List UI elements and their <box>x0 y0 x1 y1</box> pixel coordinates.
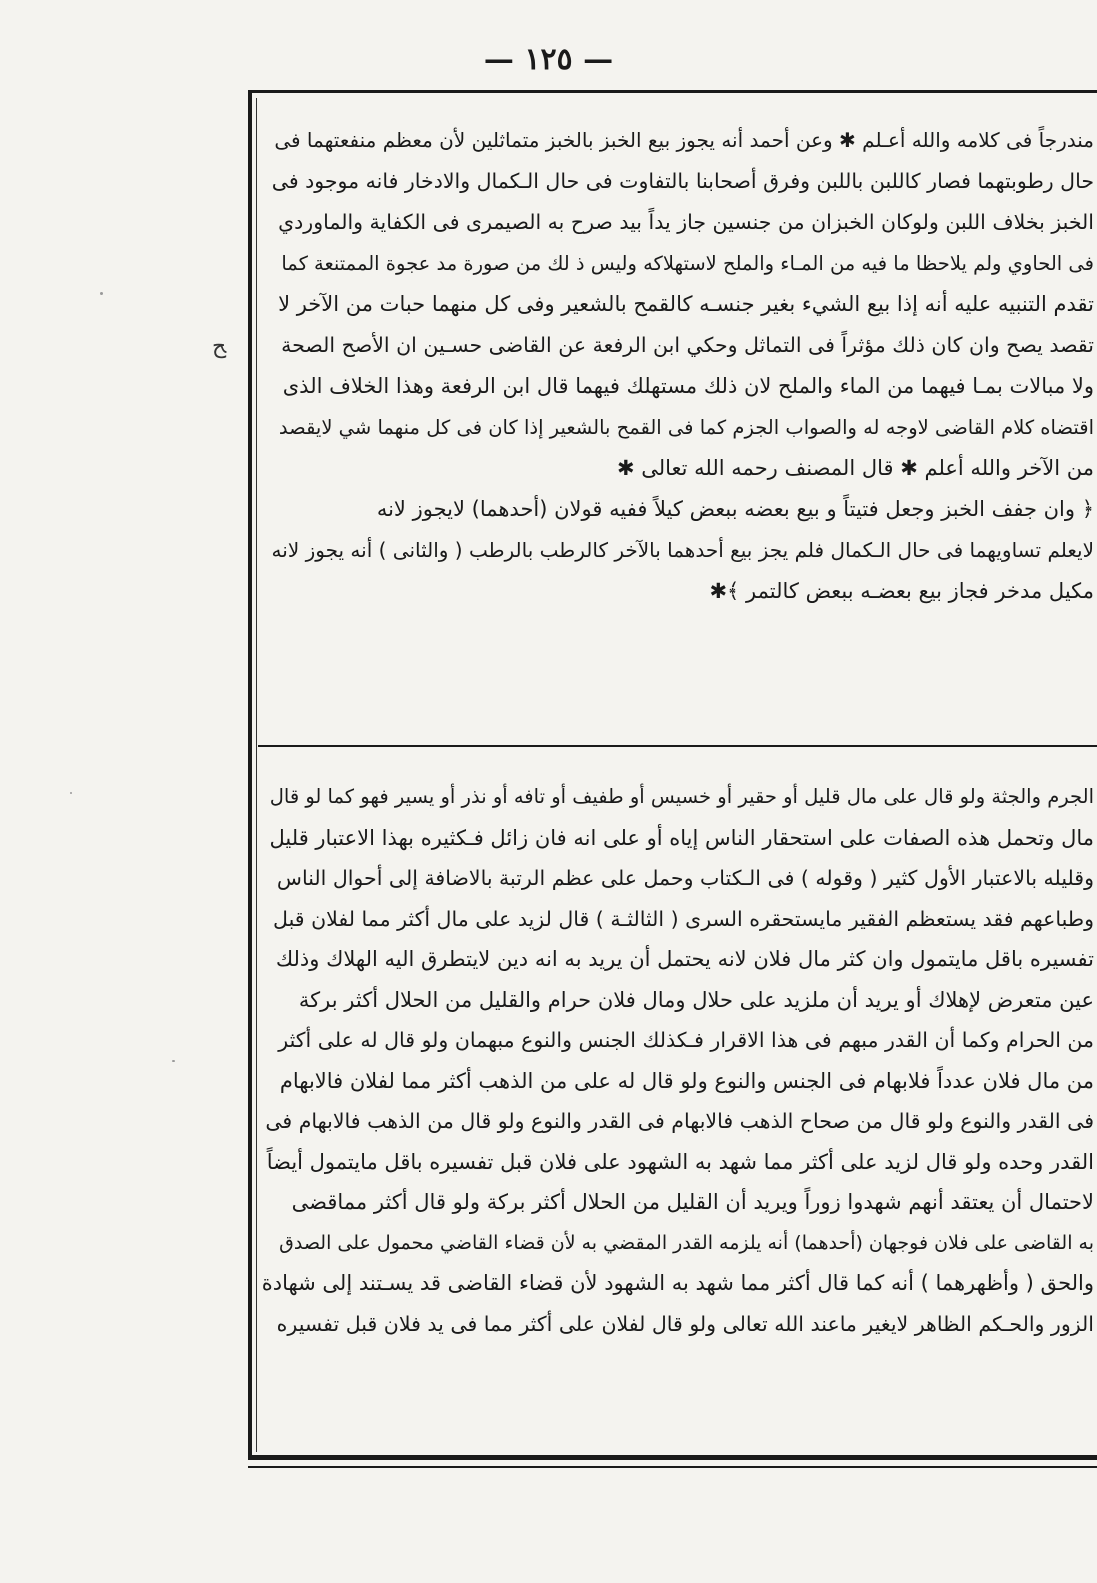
paper-speck <box>70 792 72 794</box>
text-line: الزور والحـكم الظاهر لايغير ماعند الله تعالى ولو قال لفلان على أكثر مما فى يد فلان قبل تفسيره <box>276 1311 1094 1336</box>
section-divider <box>258 745 1097 747</box>
paper-speck <box>100 292 103 295</box>
text-line: وطباعهم فقد يستعظم الفقير مايستحقره السرى ( الثالثـة ) قال لزيد على مال أكثر مما لفلان قبل <box>273 906 1094 931</box>
text-line: القدر وحده ولو قال لزيد على أكثر مما شهد به الشهود على فلان قبل تفسيره باقل مايتمول أيضاً <box>266 1149 1094 1174</box>
text-line: والحق ( وأظهرهما ) أنه كما قال أكثر مما شهد به الشهود لأن قضاء القاضى قد يسـتند إلى شهادة <box>262 1271 1094 1295</box>
commentary-text <box>262 777 1094 1344</box>
text-line: لاحتمال أن يعتقد أنهم شهدوا زوراً ويريد أن القليل من الحلال أكثر بركة ولو قال أكثر مماقضى <box>291 1190 1094 1214</box>
text-line: به القاضى على فلان فوجهان (أحدهما) أنه يلزمه القدر المقضي به لأن قضاء القاضي محمول على الصدق <box>279 1231 1094 1254</box>
text-line: وقليله بالاعتبار الأول كثير ( وقوله ) فى الـكتاب وحمل على عظم الرتبة بالاضافة إلى أحوال الناس <box>276 866 1094 890</box>
text-line: تقصد يصح وان كان ذلك مؤثراً فى التماثل وحكي ابن الرفعة عن القاضى حسـين ان الأصح الصحة <box>281 333 1094 357</box>
text-line: مندرجاً فى كلامه والله أعـلم ✱ وعن أحمد أنه يجوز بيع الخبز بالخبز متماثلين لأن معظم منفعتهما فى <box>274 128 1094 152</box>
page-frame-bottom-rule <box>248 1466 1097 1468</box>
text-line: حال رطوبتهما فصار كاللبن باللبن وفرق أصحابنا بالتفاوت فى حال الـكمال والادخار فانه موجود فى <box>271 169 1094 193</box>
text-line: لايعلم تساويهما فى حال الـكمال فلم يجز بيع أحدهما بالآخر كالرطب بالرطب ( والثانى ) أنه يجوز لانه <box>271 538 1094 562</box>
text-line: الجرم والجثة ولو قال على مال قليل أو حقير أو خسيس أو طفيف أو تافه أو نذر أو يسير فهو كما لو قال <box>269 785 1094 808</box>
main-text <box>262 120 1094 612</box>
text-line: من مال فلان عدداً فلابهام فى الجنس والنوع ولو قال له على من الذهب أكثر مما لفلان فالابهام <box>279 1068 1094 1093</box>
page-number: — ١٢٥ — <box>483 42 614 77</box>
text-line: عين متعرض لإهلاك أو يريد أن ملزيد على حلال ومال فلان حرام والقليل من الحلال أكثر بركة <box>298 987 1094 1012</box>
text-line: الخبز بخلاف اللبن ولوكان الخبزان من جنسين جاز يداً بيد صرح به الصيمرى فى الكفاية والماوردي <box>278 210 1094 234</box>
text-line: مال وتحمل هذه الصفات على استحقار الناس إياه أو على انه فان زائل فـكثيره بهذا الاعتبار قليل <box>269 825 1094 850</box>
text-line: ﴿ وان جفف الخبز وجعل فتيتاً و بيع بعضه ببعض كيلاً ففيه قولان (أحدهما) لايجوز لانه <box>376 497 1094 521</box>
paper-speck <box>172 1060 175 1062</box>
text-line: ولا مبالات بمـا فيهما من الماء والملح لان ذلك مستهلك فيهما قال ابن الرفعة وهذا الخلاف الذى <box>282 374 1094 398</box>
text-line: تقدم التنبيه عليه أنه إذا بيع الشيء بغير جنسـه كالقمح بالشعير وفى كل منهما حبات من الآخر لا <box>278 292 1094 316</box>
text-line: تفسيره باقل مايتمول وان كثر مال فلان لانه يحتمل أن يريد به انه دين لايتطرق اليه الهلاك وذلك <box>275 947 1094 971</box>
text-line: فى القدر والنوع ولو قال من صحاح الذهب فالابهام فى القدر والنوع ولو قال من الذهب فالابهام فى <box>265 1109 1094 1133</box>
margin-note: ﺢ <box>212 334 227 359</box>
text-line: مكيل مدخر فجاز بيع بعضـه ببعض كالتمر ﴾✱ <box>709 579 1094 603</box>
text-line: فى الحاوي ولم يلاحظا ما فيه من المـاء والملح لاستهلاكه وليس ذ لك من صورة مد عجوة الممتنعة كما <box>281 252 1094 275</box>
text-line: اقتضاه كلام القاضى لاوجه له والصواب الجزم كما فى القمح بالشعير إذا كان فى كل منهما شي لايقصد <box>278 416 1094 439</box>
text-line: من الآخر والله أعلم ✱ قال المصنف رحمه الله تعالى ✱ <box>616 456 1094 480</box>
text-line: من الحرام وكما أن القدر مبهم فى هذا الاقرار فـكذلك الجنس والنوع مبهمان ولو قال له على أكثر <box>278 1028 1094 1052</box>
